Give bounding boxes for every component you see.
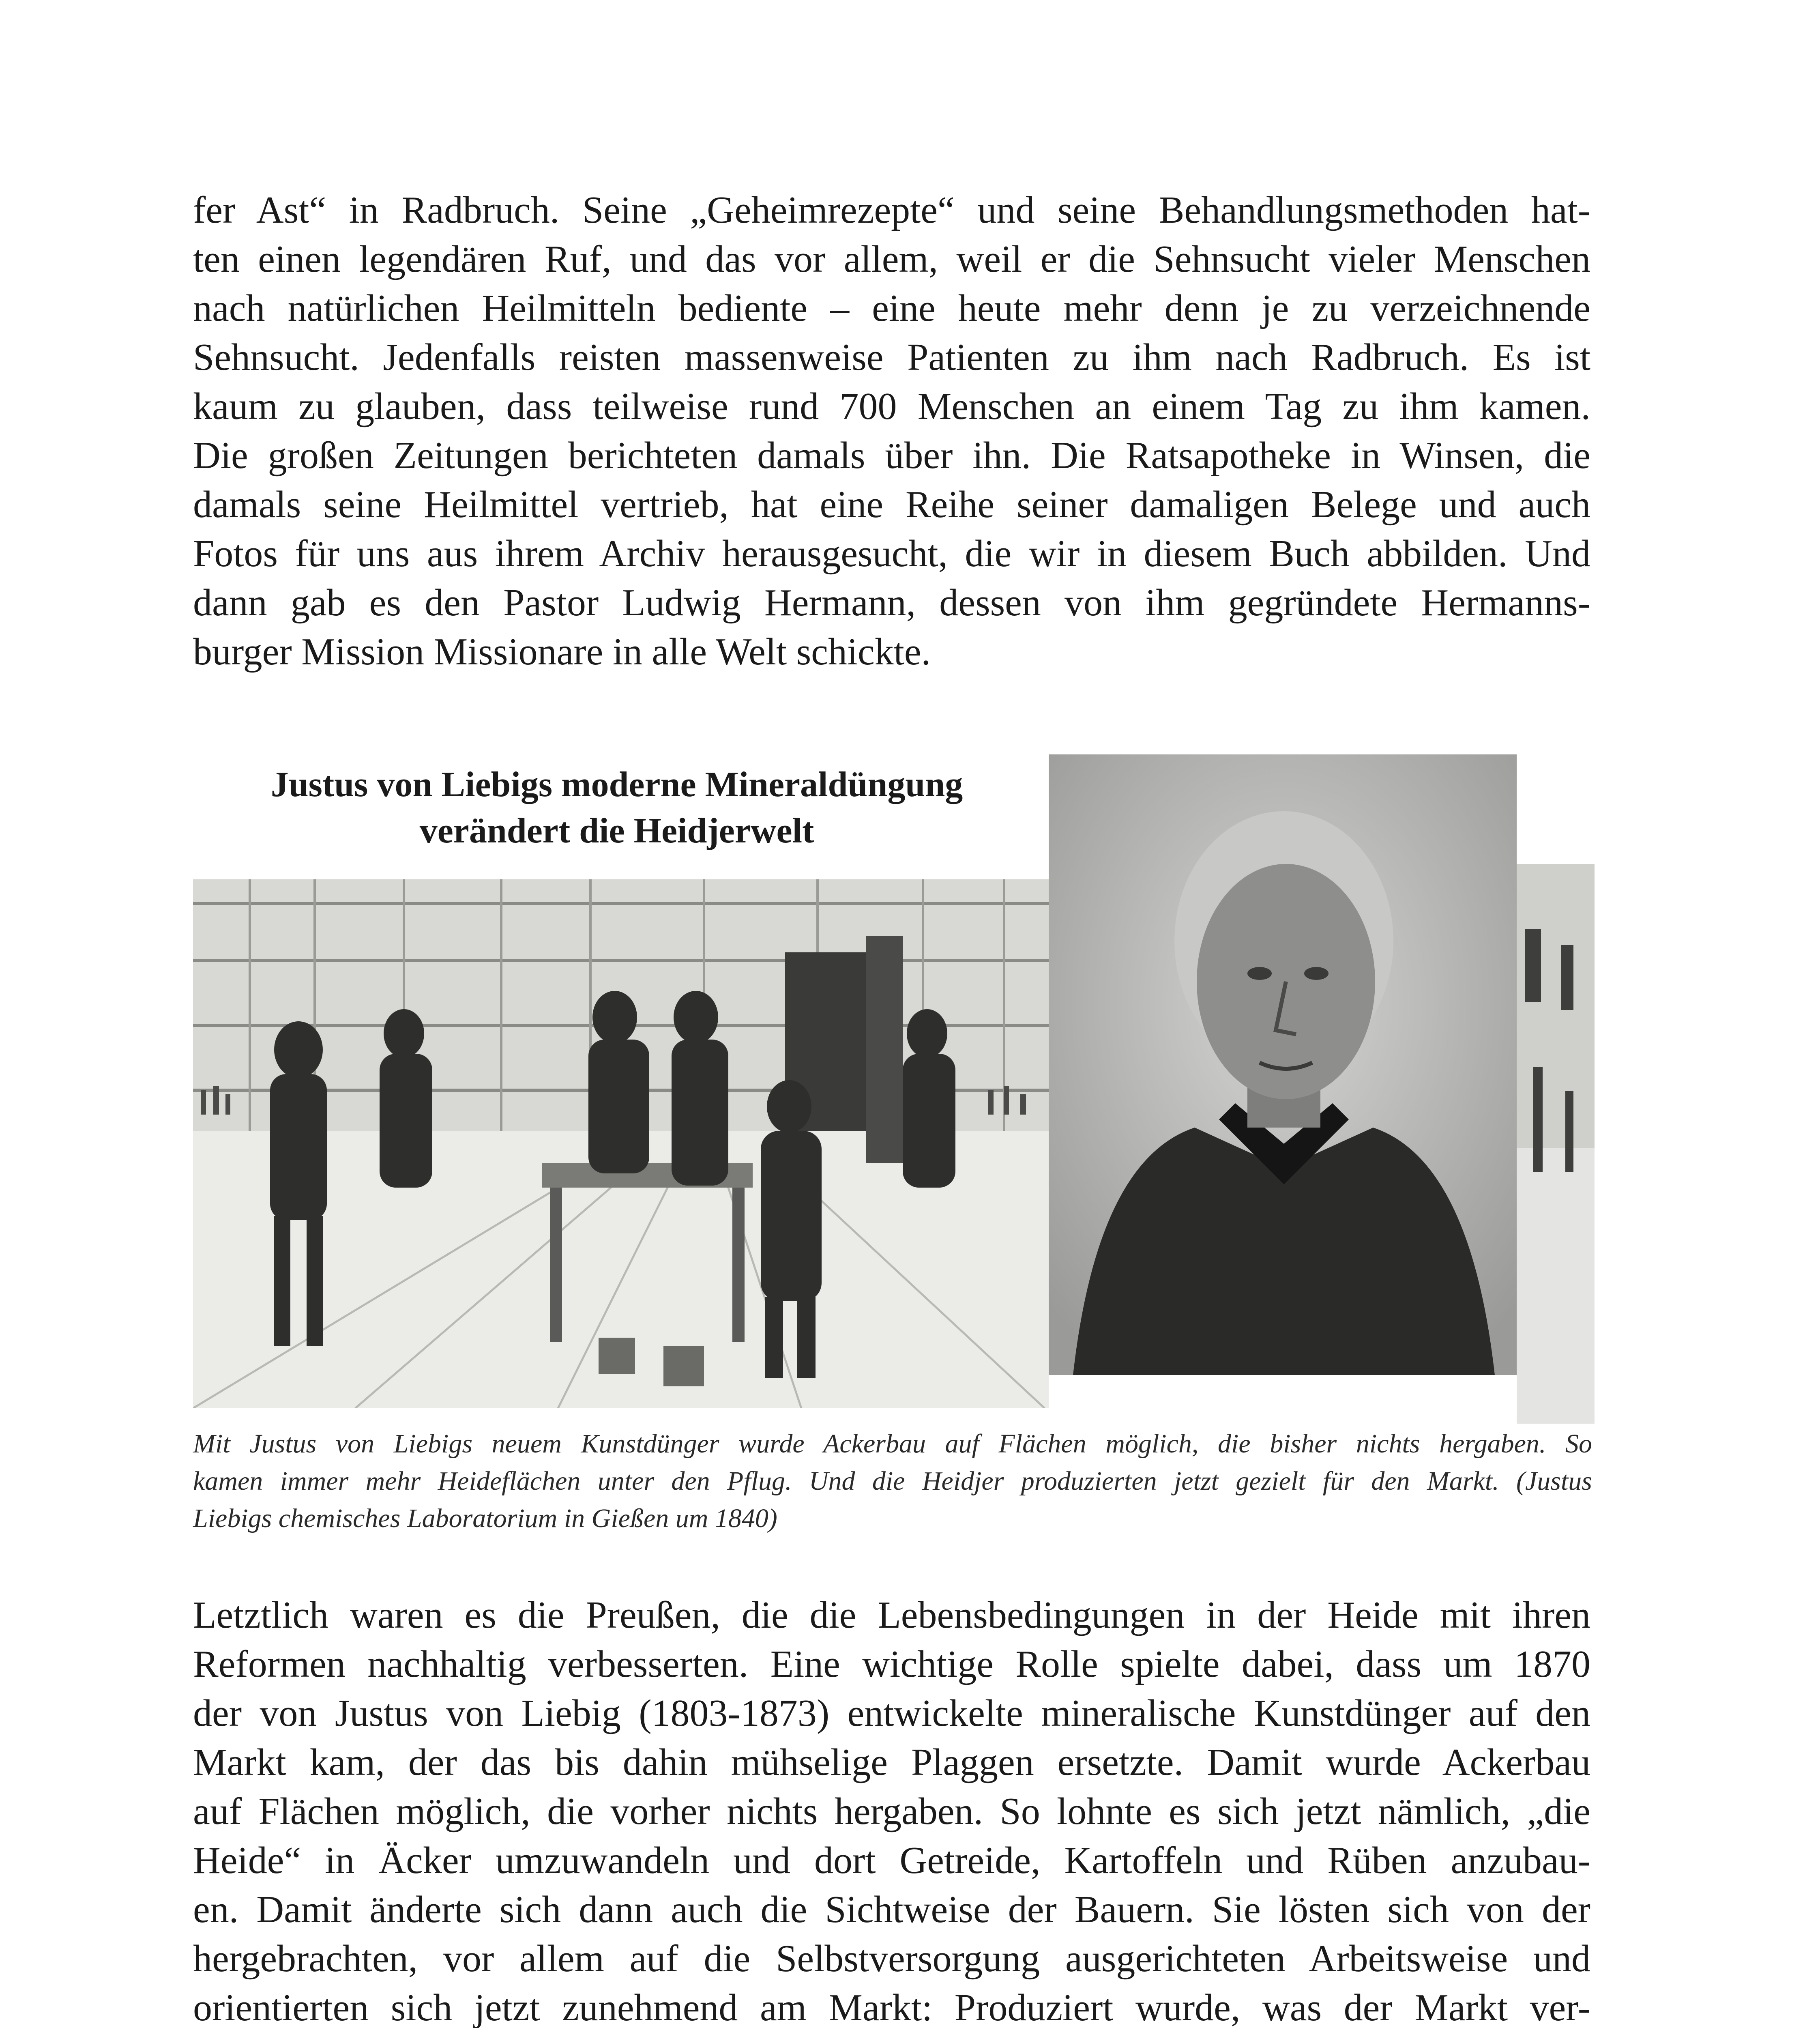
text-line: Die großen Zeitungen berichteten damals über ihn. Die Ratsapotheke in Winsen, die (193, 434, 1590, 477)
figure-title-line: verändert die Heidjerwelt (419, 811, 814, 851)
text-line: Letztlich waren es die Preußen, die die Lebensbedingungen in der Heide mit ihren (193, 1594, 1590, 1636)
figure-title-line: Justus von Liebigs moderne Mineraldüngung (270, 765, 963, 804)
text-line: Fotos für uns aus ihrem Archiv herausgesucht, die wir in diesem Buch abbilden. Und (193, 533, 1590, 575)
text-line: ten einen legendären Ruf, und das vor allem, weil er die Sehnsucht vieler Menschen (193, 238, 1590, 280)
text-line: auf Flächen möglich, die vorher nichts hergaben. So lohnte es sich jetzt nämlich, „die (193, 1790, 1590, 1833)
liebig-portrait-photo (1049, 754, 1517, 1375)
caption-line: kamen immer mehr Heideflächen unter den Pflug. Und die Heidjer produzierten jetzt gezielt für den Markt. (Justus (193, 1466, 1592, 1496)
text-line: nach natürlichen Heilmitteln bediente – eine heute mehr denn je zu verzeichnende (193, 287, 1590, 329)
text-line: Heide“ in Äcker umzuwandeln und dort Getreide, Kartoffeln und Rüben anzubau- (193, 1839, 1590, 1882)
figure-caption (193, 1425, 1592, 1537)
caption-line: Mit Justus von Liebigs neuem Kunstdünger wurde Ackerbau auf Flächen möglich, die bisher nichts hergaben. So (193, 1429, 1592, 1459)
caption-line: Liebigs chemisches Laboratorium in Gießen um 1840) (193, 1504, 777, 1533)
body-paragraph-bottom (193, 1591, 1590, 2028)
text-line: hergebrachten, vor allem auf die Selbstversorgung ausgerichteten Arbeitsweise und (193, 1938, 1590, 1980)
body-paragraph-top (193, 186, 1590, 677)
text-line: der von Justus von Liebig (1803-1873) entwickelte mineralische Kunstdünger auf den (193, 1692, 1590, 1734)
text-line: dann gab es den Pastor Ludwig Hermann, dessen von ihm gegründete Hermanns- (193, 582, 1590, 624)
laboratory-engraving-edge (1517, 864, 1595, 1424)
text-line: Reformen nachhaltig verbesserten. Eine wichtige Rolle spielte dabei, dass um 1870 (193, 1643, 1590, 1685)
text-line: damals seine Heilmittel vertrieb, hat eine Reihe seiner damaligen Belege und auch (193, 483, 1590, 526)
text-line: Sehnsucht. Jedenfalls reisten massenweise Patienten zu ihm nach Radbruch. Es ist (193, 336, 1590, 378)
laboratory-engraving-image (193, 879, 1049, 1408)
text-line: burger Mission Missionare in alle Welt schickte. (193, 631, 931, 673)
text-line: Markt kam, der das bis dahin mühselige Plaggen ersetzte. Damit wurde Ackerbau (193, 1741, 1590, 1783)
figure-title (193, 762, 1041, 854)
text-line: en. Damit änderte sich dann auch die Sichtweise der Bauern. Sie lösten sich von der (193, 1888, 1590, 1931)
text-line: orientierten sich jetzt zunehmend am Markt: Produziert wurde, was der Markt ver- (193, 1987, 1590, 2028)
text-line: kaum zu glauben, dass teilweise rund 700 Menschen an einem Tag zu ihm kamen. (193, 385, 1590, 428)
text-line: fer Ast“ in Radbruch. Seine „Geheimrezepte“ und seine Behandlungsmethoden hat- (193, 189, 1590, 231)
